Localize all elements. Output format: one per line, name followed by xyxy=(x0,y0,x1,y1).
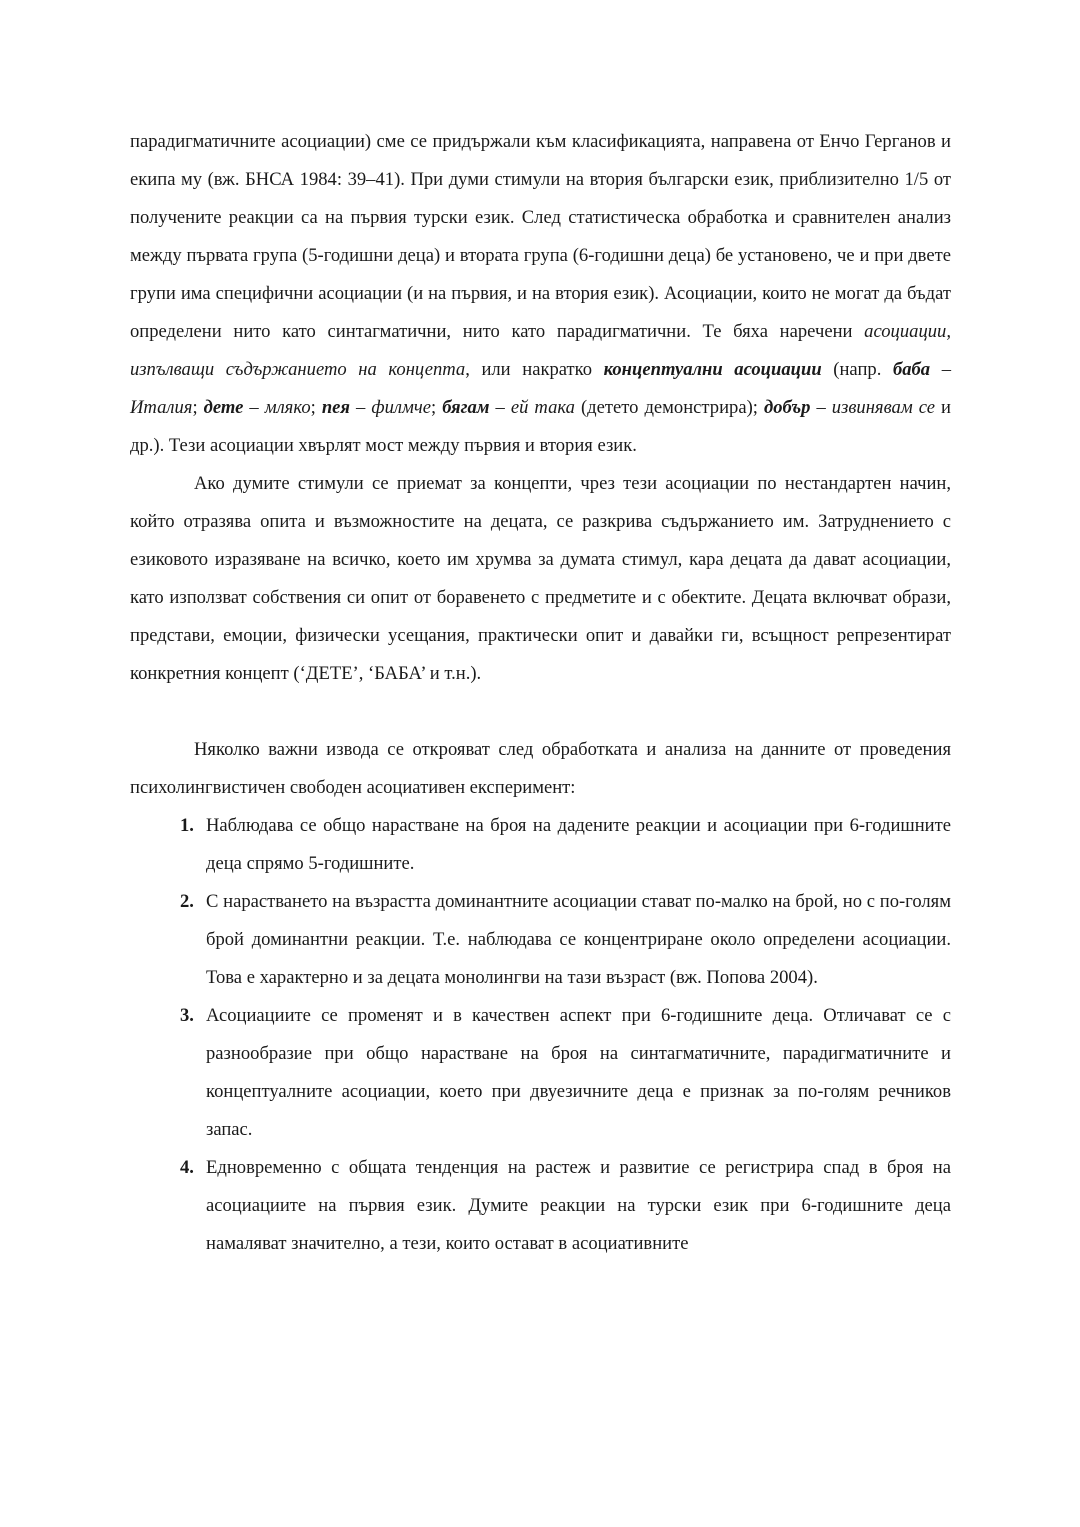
list-item xyxy=(130,1149,951,1263)
example-response: – филмче xyxy=(350,397,431,418)
list-item-number: 1. xyxy=(180,815,194,836)
paragraph-text: , или накратко xyxy=(465,359,604,380)
example-response: – Италия xyxy=(130,359,952,418)
bold-italic-term: концептуални асоциации xyxy=(603,359,822,380)
list-item xyxy=(130,807,951,883)
paragraph-text: (напр. xyxy=(821,359,893,380)
example-stimulus: бягам xyxy=(442,397,490,418)
document-page xyxy=(130,123,951,1263)
example-stimulus: баба xyxy=(892,359,931,380)
paragraph-stimulus-concepts: Ако думите стимули се приемат за концепти, чрез тези асоциации по нестандартен начин, който отразява опита и възможностите на децата, се разкрива съдържанието им. Затруднението с езиковото изразяване на всичко, което им хрумва за думата стимул, кара децата да дават асоциации, като използват собствения си опит от боравенето с предметите и с обектите. Децата включват образи, представи, емоции, физически усещания, практически опит и давайки ги, всъщност репрезентират конкретния концепт (‘ДЕТЕ’, ‘БАБА’ и т.н.). xyxy=(130,473,951,684)
example-response: – ей така xyxy=(489,397,575,418)
paragraph-spacer xyxy=(130,693,951,731)
paragraph-text: и др.). Тези асоциации хвърлят мост между първия и втория език. xyxy=(130,397,951,456)
example-stimulus: пея xyxy=(321,397,351,418)
findings-list xyxy=(130,807,951,1263)
list-item-text: Наблюдава се общо нарастване на броя на дадените реакции и асоциации при 6-годишните деца спрямо 5-годишните. xyxy=(206,815,951,874)
list-item-number: 4. xyxy=(180,1157,194,1178)
paragraph-concept-associations xyxy=(130,123,951,465)
example-response: – извинявам се xyxy=(810,397,935,418)
list-item-number: 3. xyxy=(180,1005,194,1026)
italic-term: асоциации, изпълващи съдържанието на концепта xyxy=(130,321,951,380)
paragraph-text: парадигматичните асоциации) сме се придържали към класификацията, направена от Енчо Герганов и екипа му (вж. БНСА 1984: 39–41). При думи стимули на втория български език, приблизително 1/5 от получените реакции са на първия турски език. След статистическа обработка и сравнителен анализ между първата група (5-годишни деца) и втората група (6-годишни деца) бе установено, че и при двете групи има специфични асоциации (и на първия, и на втория език). Асоциации, които не могат да бъдат определени нито като синтагматични, нито като парадигматични. Те бяха наречени xyxy=(130,131,951,342)
paragraph-conclusions-intro: Няколко важни извода се открояват след обработката и анализа на данните от проведения психолингвистичен свободен асоциативен експеримент: xyxy=(130,739,951,798)
separator: ; xyxy=(430,397,443,418)
list-item xyxy=(130,997,951,1149)
list-item-number: 2. xyxy=(180,891,194,912)
example-response: – мляко xyxy=(243,397,311,418)
separator: ; xyxy=(192,397,204,418)
separator: ; xyxy=(310,397,322,418)
list-item-text: Асоциациите се променят и в качествен аспект при 6-годишните деца. Отличават се с разнообразие при общо нарастване на броя на синтагматичните, парадигматичните и концептуалните асоциации, което при двуезичните деца е признак за по-голям речников запас. xyxy=(206,1005,951,1140)
list-item-text: С нарастването на възрастта доминантните асоциации стават по-малко на брой, но с по-голям брой доминантни реакции. Т.е. наблюдава се концентриране около определени асоциации. Това е характерно и за децата монолингви на тази възраст (вж. Попова 2004). xyxy=(206,891,951,988)
list-item xyxy=(130,883,951,997)
list-item-text: Едновременно с общата тенденция на растеж и развитие се регистрира спад в броя на асоциациите на първия език. Думите реакции на турски език при 6-годишните деца намаляват значително, а тези, които остават в асоциативните xyxy=(206,1157,951,1254)
example-stimulus: добър xyxy=(763,397,811,418)
example-stimulus: дете xyxy=(203,397,244,418)
example-note: (детето демонстрира); xyxy=(574,397,764,418)
